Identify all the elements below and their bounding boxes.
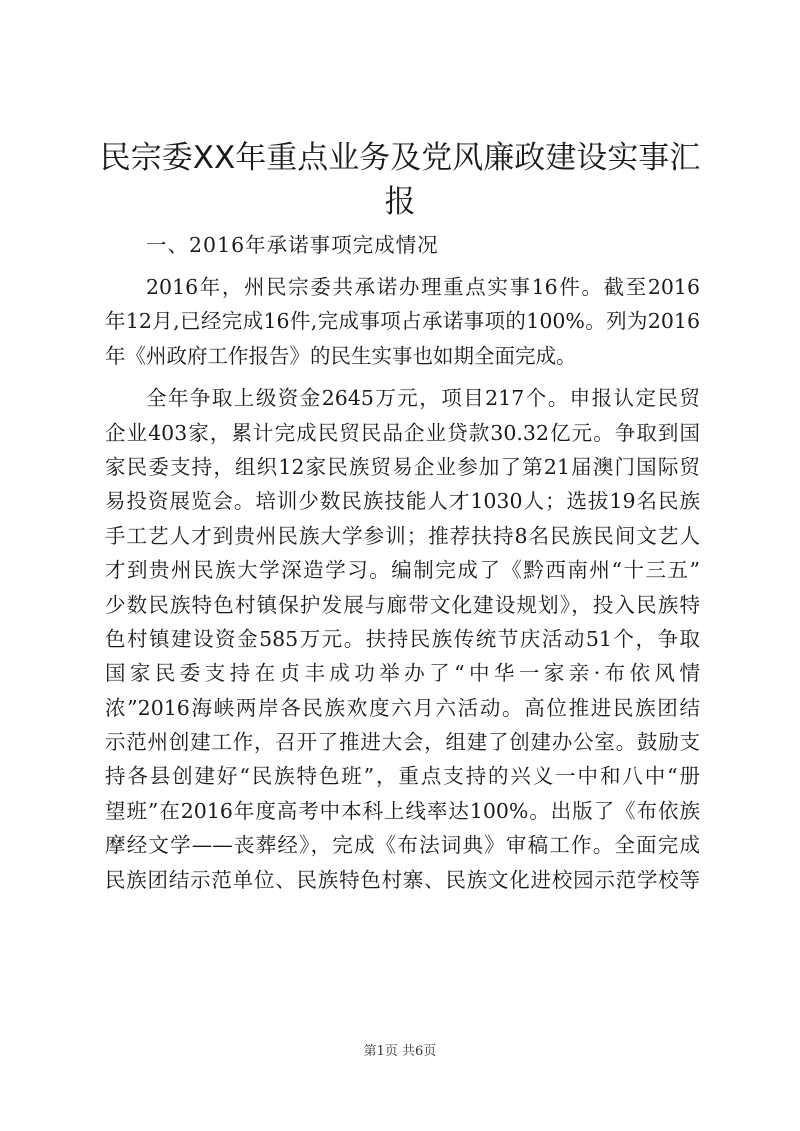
paragraph-line: 企业403家，累计完成民贸民品企业贷款30.32亿元。争取到国 [105,420,700,445]
paragraph-line: 民族团结示范单位、民族特色村寨、民族文化进校园示范学校等 [105,867,700,892]
paragraph-line: 手工艺人才到贵州民族大学参训；推荐扶持8名民族民间文艺人 [105,523,700,548]
paragraph-line: 年《州政府工作报告》的民生实事也如期全面完成。 [105,343,577,368]
section-heading: 一、2016年承诺事项完成情况 [146,233,439,257]
title-line-1: 民宗委XX年重点业务及党风廉政建设实事汇 [99,140,701,176]
paragraph [105,270,700,373]
paragraph-line: 示范州创建工作，召开了推进大会，组建了创建办公室。鼓励支 [105,730,700,755]
paragraph-line: 摩经文学——丧葬经》，完成《布法词典》审稿工作。全面完成 [105,833,700,858]
document-page [0,136,800,897]
paragraph-line: 浓”2016海峡两岸各民族欢度六月六活动。高位推进民族团结 [105,695,700,720]
paragraph-line: 国家民委支持在贞丰成功举办了“中华一家亲·布依风情 [105,661,700,686]
document-body [105,228,700,897]
paragraph-line: 少数民族特色村镇保护发展与廊带文化建设规划》，投入民族特 [105,592,700,617]
title-line-2: 报 [384,184,416,220]
paragraph-line: 望班”在2016年度高考中本科上线率达100%。出版了《布依族 [105,798,700,823]
paragraph [105,381,700,897]
paragraph-line: 持各县创建好“民族特色班”，重点支持的兴义一中和八中“册 [105,764,700,789]
paragraph-line: 全年争取上级资金2645万元，项目217个。申报认定民贸 [146,386,700,411]
page-footer: 第1页 共6页 [363,1044,437,1059]
paragraph-line: 家民委支持，组织12家民族贸易企业参加了第21届澳门国际贸 [105,454,700,479]
paragraph-line: 色村镇建设资金585万元。扶持民族传统节庆活动51个，争取 [105,626,700,651]
paragraph-line: 2016年，州民宗委共承诺办理重点实事16件。截至2016 [146,275,700,299]
paragraph-line: 年12月,已经完成16件,完成事项占承诺事项的100%。列为2016 [105,309,700,334]
document-title [0,136,800,224]
paragraph-line: 才到贵州民族大学深造学习。编制完成了《黔西南州“十三五” [105,558,700,583]
paragraph-line: 易投资展览会。培训少数民族技能人才1030人；选拔19名民族 [105,489,700,514]
